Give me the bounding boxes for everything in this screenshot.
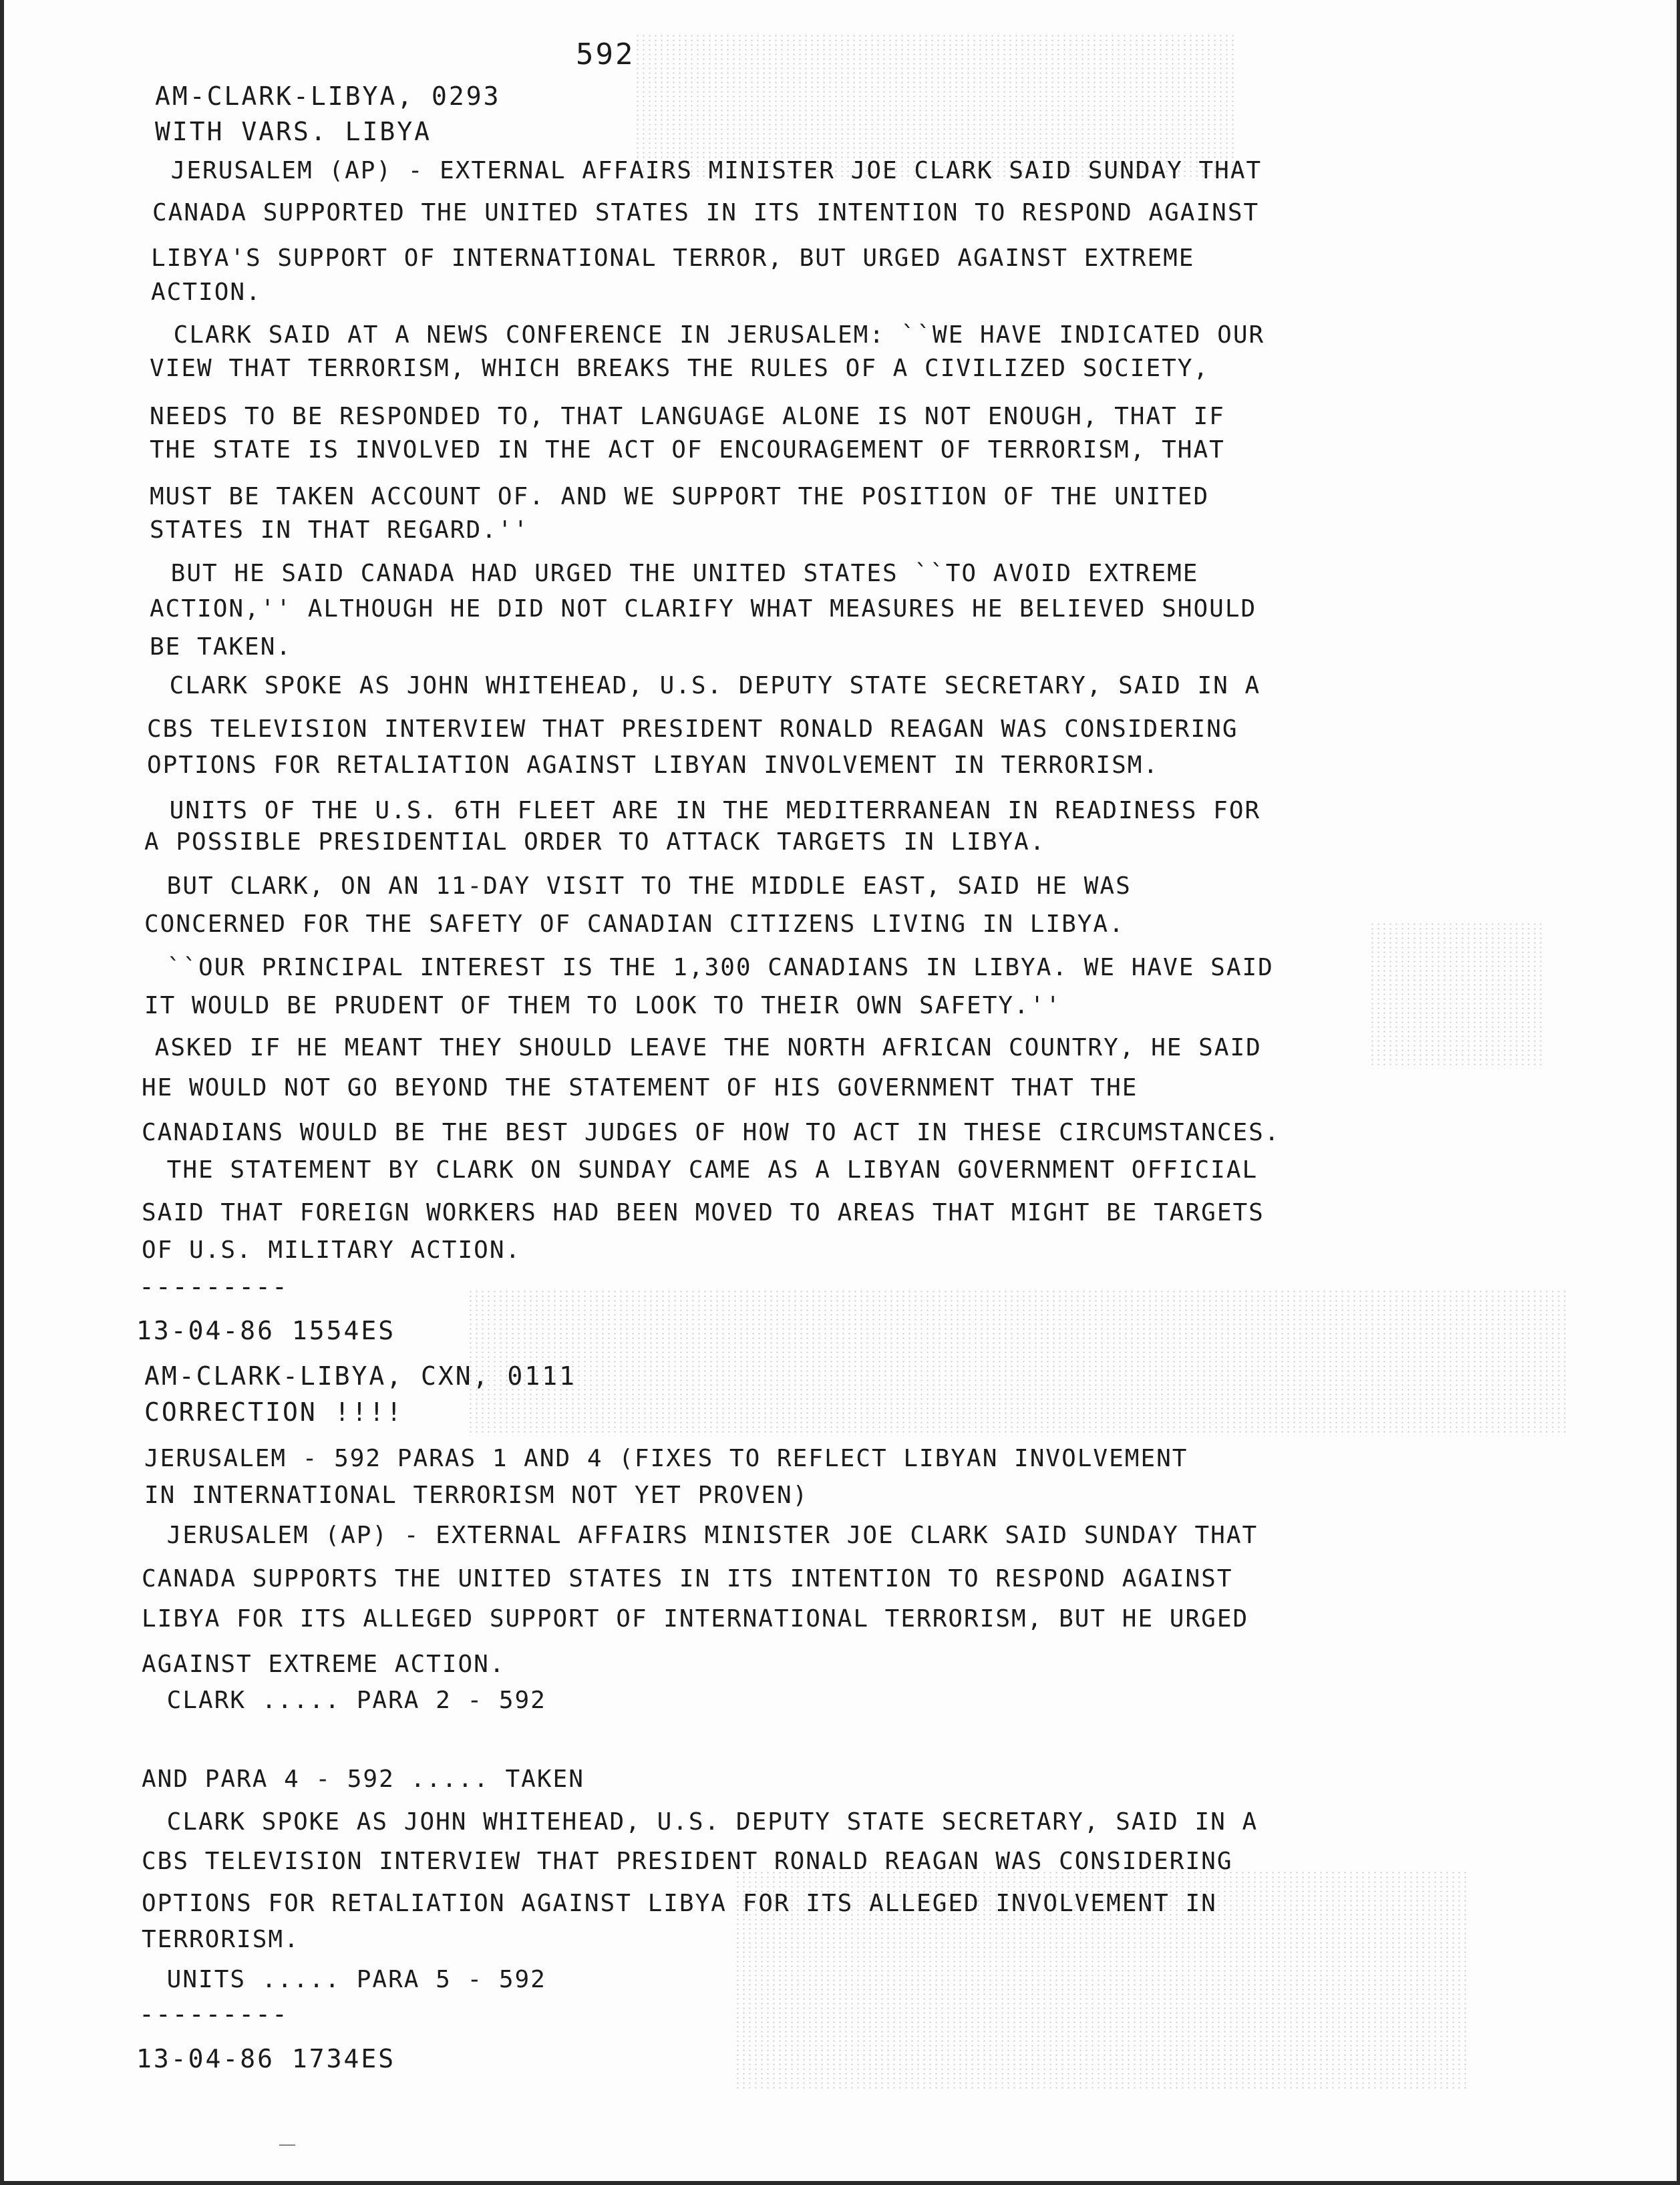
story-line: LIBYA FOR ITS ALLEGED SUPPORT OF INTERNATIONAL TERRORISM, BUT HE URGED (142, 1605, 1249, 1633)
story-line: IT WOULD BE PRUDENT OF THEM TO LOOK TO THEIR OWN SAFETY.'' (144, 992, 1062, 1019)
story-line: ACTION,'' ALTHOUGH HE DID NOT CLARIFY WHAT MEASURES HE BELIEVED SHOULD (150, 595, 1257, 623)
story-line: STATES IN THAT REGARD.'' (150, 516, 530, 544)
story-line: THE STATE IS INVOLVED IN THE ACT OF ENCOURAGEMENT OF TERRORISM, THAT (150, 436, 1225, 464)
story-line: BE TAKEN. (150, 633, 293, 661)
story-line: OPTIONS FOR RETALIATION AGAINST LIBYA FOR ITS ALLEGED INVOLVEMENT IN (142, 1890, 1217, 1917)
story-subslug: WITH VARS. LIBYA (155, 117, 432, 146)
story-line: IN INTERNATIONAL TERRORISM NOT YET PROVEN) (144, 1482, 809, 1509)
story-timestamp: 13-04-86 1554ES (136, 1316, 396, 1345)
story-line: CLARK SPOKE AS JOHN WHITEHEAD, U.S. DEPUTY STATE SECRETARY, SAID IN A (151, 1808, 1258, 1836)
page-bottom-edge (0, 2181, 1680, 2185)
story-line: AND PARA 4 - 592 ..... TAKEN (142, 1766, 584, 1793)
story-line: CLARK SPOKE AS JOHN WHITEHEAD, U.S. DEPUTY STATE SECRETARY, SAID IN A (154, 672, 1261, 699)
page-left-edge (0, 0, 4, 2185)
story-line: BUT HE SAID CANADA HAD URGED THE UNITED STATES ``TO AVOID EXTREME (155, 560, 1199, 587)
page-right-edge (1677, 0, 1680, 2185)
story-line: CANADA SUPPORTED THE UNITED STATES IN ITS INTENTION TO RESPOND AGAINST (152, 199, 1260, 226)
story-line: A POSSIBLE PRESIDENTIAL ORDER TO ATTACK TARGETS IN LIBYA. (144, 828, 1046, 856)
story-line: ASKED IF HE MEANT THEY SHOULD LEAVE THE NORTH AFRICAN COUNTRY, HE SAID (139, 1034, 1262, 1061)
story-slug: AM-CLARK-LIBYA, CXN, 0111 (144, 1361, 576, 1391)
story-separator: --------- (139, 1999, 289, 2029)
story-line: OF U.S. MILITARY ACTION. (142, 1236, 522, 1264)
story-line: AGAINST EXTREME ACTION. (142, 1651, 506, 1678)
story-line: VIEW THAT TERRORISM, WHICH BREAKS THE RULES OF A CIVILIZED SOCIETY, (150, 355, 1210, 382)
story-line: OPTIONS FOR RETALIATION AGAINST LIBYAN INVOLVEMENT IN TERRORISM. (147, 751, 1160, 779)
story-line: TERRORISM. (142, 1926, 300, 1953)
story-line: THE STATEMENT BY CLARK ON SUNDAY CAME AS A LIBYAN GOVERNMENT OFFICIAL (151, 1156, 1258, 1184)
story-line: CONCERNED FOR THE SAFETY OF CANADIAN CITIZENS LIVING IN LIBYA. (144, 910, 1125, 938)
photocopy-noise (1369, 922, 1543, 1069)
story-line: CANADIANS WOULD BE THE BEST JUDGES OF HOW TO ACT IN THESE CIRCUMSTANCES. (142, 1119, 1281, 1146)
story-line: SAID THAT FOREIGN WORKERS HAD BEEN MOVED TO AREAS THAT MIGHT BE TARGETS (142, 1199, 1265, 1226)
story-line: JERUSALEM - 592 PARAS 1 AND 4 (FIXES TO REFLECT LIBYAN INVOLVEMENT (144, 1445, 1188, 1472)
photocopy-noise (468, 1289, 1570, 1436)
story-separator: --------- (139, 1272, 289, 1301)
story-line: UNITS ..... PARA 5 - 592 (151, 1966, 546, 1993)
story-line: JERUSALEM (AP) - EXTERNAL AFFAIRS MINISTER JOE CLARK SAID SUNDAY THAT (155, 157, 1263, 184)
story-line: CANADA SUPPORTS THE UNITED STATES IN ITS INTENTION TO RESPOND AGAINST (142, 1565, 1233, 1592)
story-line: UNITS OF THE U.S. 6TH FLEET ARE IN THE MEDITERRANEAN IN READINESS FOR (154, 797, 1261, 824)
story-line: CLARK ..... PARA 2 - 592 (151, 1687, 546, 1714)
story-line: JERUSALEM (AP) - EXTERNAL AFFAIRS MINISTER JOE CLARK SAID SUNDAY THAT (151, 1522, 1258, 1549)
story-line: BUT CLARK, ON AN 11-DAY VISIT TO THE MIDDLE EAST, SAID HE WAS (151, 872, 1132, 900)
story-timestamp: 13-04-86 1734ES (136, 2044, 396, 2073)
story-line: NEEDS TO BE RESPONDED TO, THAT LANGUAGE ALONE IS NOT ENOUGH, THAT IF (150, 403, 1225, 430)
story-line: LIBYA'S SUPPORT OF INTERNATIONAL TERROR, BUT URGED AGAINST EXTREME (151, 244, 1195, 272)
story-line: MUST BE TAKEN ACCOUNT OF. AND WE SUPPORT THE POSITION OF THE UNITED (150, 483, 1210, 510)
story-line: ACTION. (151, 279, 262, 306)
story-slug: AM-CLARK-LIBYA, 0293 (155, 81, 501, 111)
story-line: ``OUR PRINCIPAL INTEREST IS THE 1,300 CANADIANS IN LIBYA. WE HAVE SAID (151, 954, 1274, 981)
stray-mark: —— (279, 2136, 296, 2152)
correction-heading: CORRECTION !!!! (144, 1397, 404, 1427)
story-line: CBS TELEVISION INTERVIEW THAT PRESIDENT RONALD REAGAN WAS CONSIDERING (142, 1848, 1233, 1875)
story-line: CBS TELEVISION INTERVIEW THAT PRESIDENT RONALD REAGAN WAS CONSIDERING (147, 715, 1238, 743)
story-line: CLARK SAID AT A NEWS CONFERENCE IN JERUSALEM: ``WE HAVE INDICATED OUR (158, 321, 1265, 349)
story-line: HE WOULD NOT GO BEYOND THE STATEMENT OF HIS GOVERNMENT THAT THE (142, 1074, 1138, 1102)
page-number: 592 (576, 37, 635, 71)
